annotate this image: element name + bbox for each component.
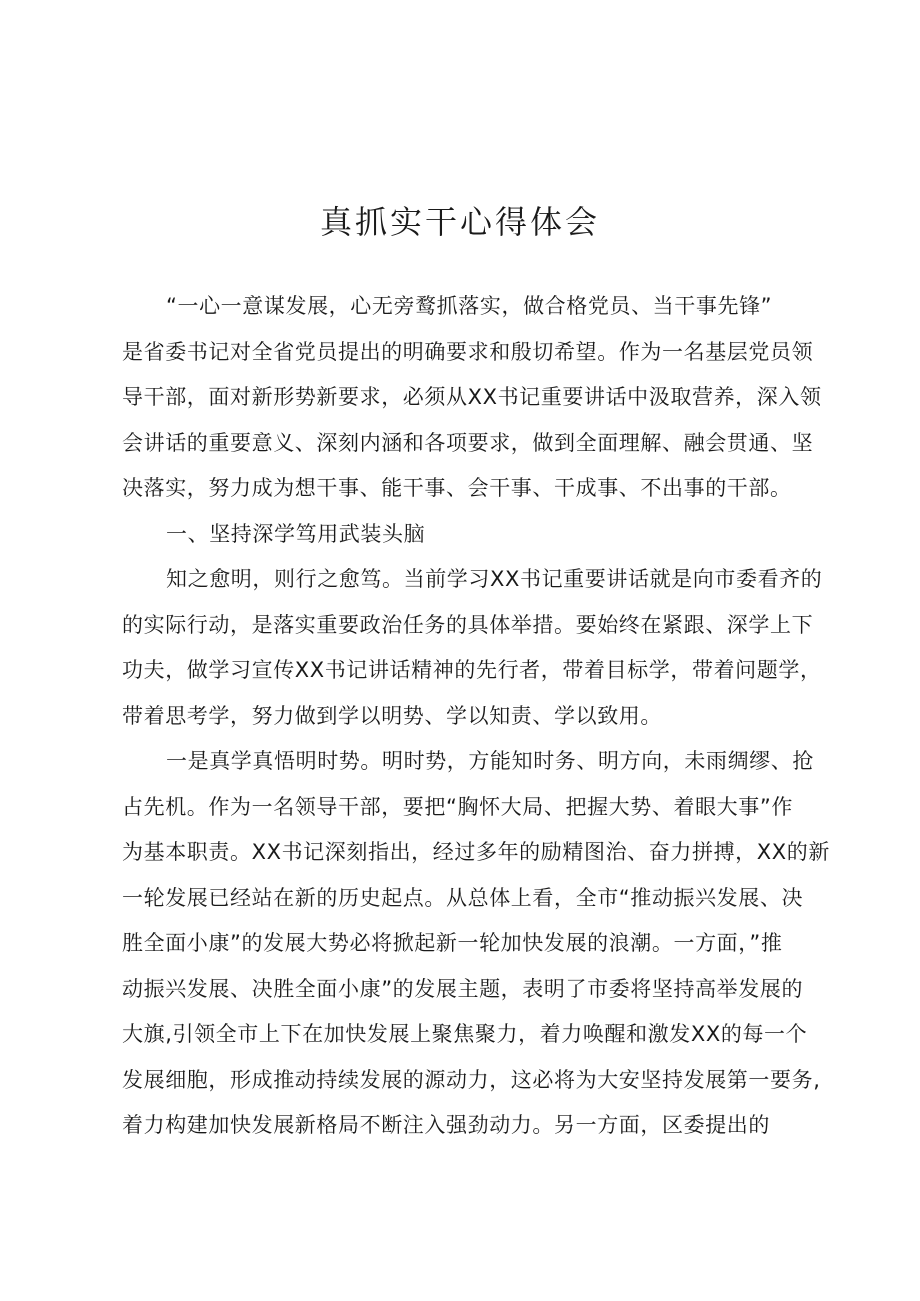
- paragraph-3-line-2: 占先机。作为一名领导干部，要把“胸怀大局、把握大势、着眼大事”作: [122, 794, 793, 819]
- document-body: [122, 284, 830, 1149]
- paragraph-1-line-2: 是省委书记对全省党员提出的明确要求和殷切希望。作为一名基层党员领: [122, 339, 814, 364]
- paragraph-1-line-3: 导干部，面对新形势新要求，必须从XX书记重要讲话中汲取营养，深入领: [122, 385, 822, 409]
- paragraph-1-line-1: “一心一意谋发展，心无旁鹜抓落实，做合格党员、当干事先锋”: [166, 294, 773, 318]
- paragraph-2-line-4: 带着思考学，努力做到学以明势、学以知责、学以致用。: [122, 703, 662, 728]
- paragraph-3-line-3: 为基本职责。XX书记深刻指出，经过多年的励精图治、奋力拼搏，XX的新: [122, 840, 830, 864]
- document-title: 真抓实干心得体会: [319, 203, 600, 241]
- section-heading: 一、坚持深学笃用武装头脑: [166, 521, 426, 546]
- paragraph-2-line-3: 功夫，做学习宣传XX书记讲话精神的先行者，带着目标学，带着问题学，: [122, 658, 822, 682]
- paragraph-2-line-1: 知之愈明，则行之愈笃。当前学习XX书记重要讲话就是向市委看齐的: [166, 567, 823, 591]
- paragraph-3-line-7: 大旗,引领全市上下在加快发展上聚焦聚力，着力唤醒和激发XX的每一个: [122, 1022, 808, 1046]
- paragraph-3-line-1: 一是真学真悟明时势。明时势，方能知时务、明方向，未雨绸缪、抢: [166, 749, 814, 773]
- paragraph-1-line-5: 决落实，努力成为想干事、能干事、会干事、干成事、不出事的干部。: [122, 476, 792, 500]
- paragraph-3-line-9: 着力构建加快发展新格局不断注入强劲动力。另一方面，区委提出的: [122, 1113, 770, 1137]
- paragraph-1-line-4: 会讲话的重要意义、深刻内涵和各项要求，做到全面理解、融会贯通、坚: [122, 430, 814, 455]
- paragraph-3-line-5: 胜全面小康”的发展大势必将掀起新一轮加快发展的浪潮。一方面，”推: [122, 931, 783, 955]
- paragraph-3-line-8: 发展细胞，形成推动持续发展的源动力，这必将为大安坚持发展第一要务,: [122, 1067, 821, 1092]
- paragraph-3-line-6: 动振兴发展、决胜全面小康”的发展主题，表明了市委将坚持高举发展的: [122, 976, 804, 1001]
- paragraph-2-line-2: 的实际行动，是落实重要政治任务的具体举措。要始终在紧跟、深学上下: [122, 612, 814, 637]
- paragraph-3-line-4: 一轮发展已经站在新的历史起点。从总体上看，全市“推动振兴发展、决: [122, 885, 804, 910]
